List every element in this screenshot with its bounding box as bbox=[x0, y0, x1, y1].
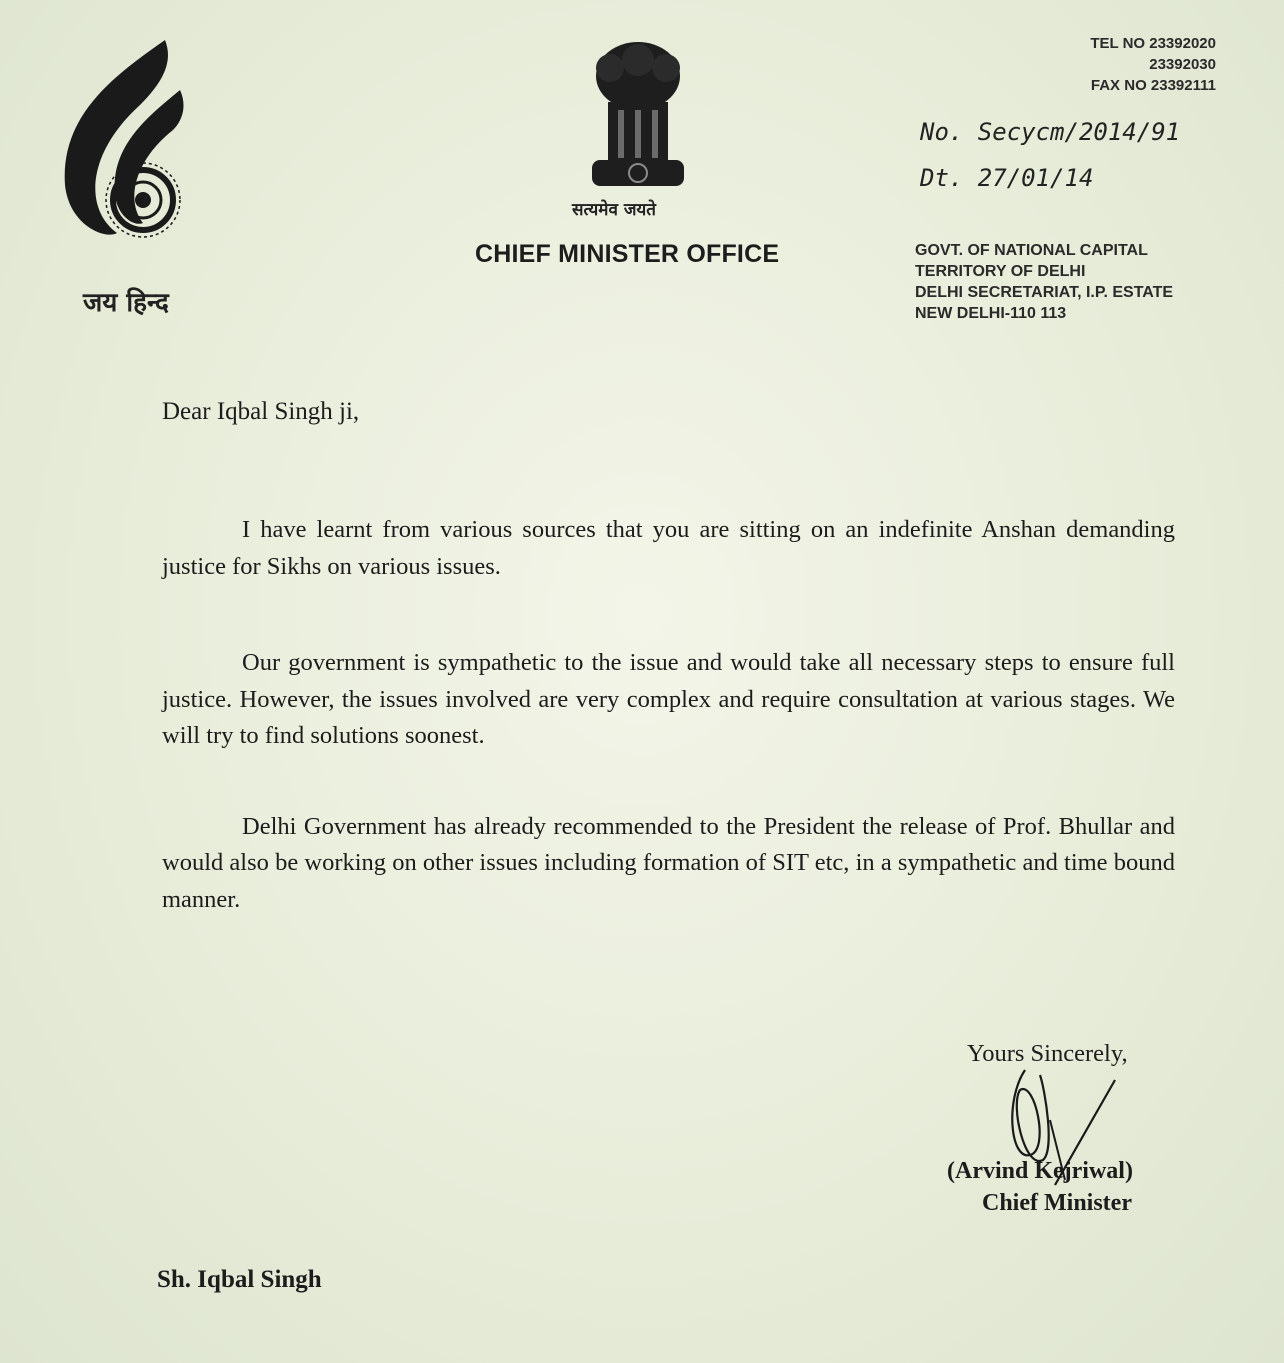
flame-swirl-icon bbox=[55, 35, 205, 280]
paragraph: Delhi Government has already recommended to the President the release of Prof. Bhullar and would also be working on other issues including formation of SIT etc, in a sympathetic and time bound manner. bbox=[162, 812, 1175, 913]
address-line: NEW DELHI-110 113 bbox=[915, 305, 1067, 322]
paragraph: I have learnt from various sources that you are sitting on an indefinite Anshan demanding justice for Sikhs on various issues. bbox=[162, 516, 1175, 580]
tel-label: TEL NO bbox=[1090, 35, 1146, 52]
contact-block bbox=[1090, 33, 1216, 96]
reference-block bbox=[920, 118, 1180, 210]
tel-number-2: 23392030 bbox=[1149, 56, 1216, 73]
emblem-motto: सत्यमेव जयते bbox=[572, 200, 656, 220]
letter-body bbox=[162, 512, 1175, 918]
tel-number-1: 23392020 bbox=[1149, 35, 1216, 52]
address-line: GOVT. OF NATIONAL CAPITAL bbox=[915, 242, 1148, 259]
national-emblem-icon bbox=[578, 36, 698, 201]
reference-date: Dt. 27/01/14 bbox=[920, 164, 1094, 192]
address-line: TERRITORY OF DELHI bbox=[915, 263, 1086, 280]
address-line: DELHI SECRETARIAT, I.P. ESTATE bbox=[915, 284, 1174, 301]
signer-title: Chief Minister bbox=[982, 1190, 1132, 1216]
logo-caption: जय हिन्द bbox=[83, 288, 169, 318]
fax-number: 23392111 bbox=[1150, 77, 1216, 94]
fax-label: FAX NO bbox=[1090, 77, 1147, 94]
salutation: Dear Iqbal Singh ji, bbox=[162, 398, 360, 425]
signer-name: (Arvind Kejriwal) bbox=[947, 1158, 1133, 1184]
office-address bbox=[915, 240, 1173, 324]
addressee: Sh. Iqbal Singh bbox=[157, 1266, 322, 1293]
reference-number: No. Secycm/2014/91 bbox=[920, 118, 1181, 146]
paragraph: Our government is sympathetic to the issue and would take all necessary steps to ensure full justice. However, the issues involved are very complex and require consultation at various stages. We will try to find solutions soonest. bbox=[162, 649, 1175, 749]
office-title: CHIEF MINISTER OFFICE bbox=[475, 240, 780, 268]
closing: Yours Sincerely, bbox=[967, 1040, 1128, 1067]
jai-hind-logo bbox=[55, 35, 205, 318]
